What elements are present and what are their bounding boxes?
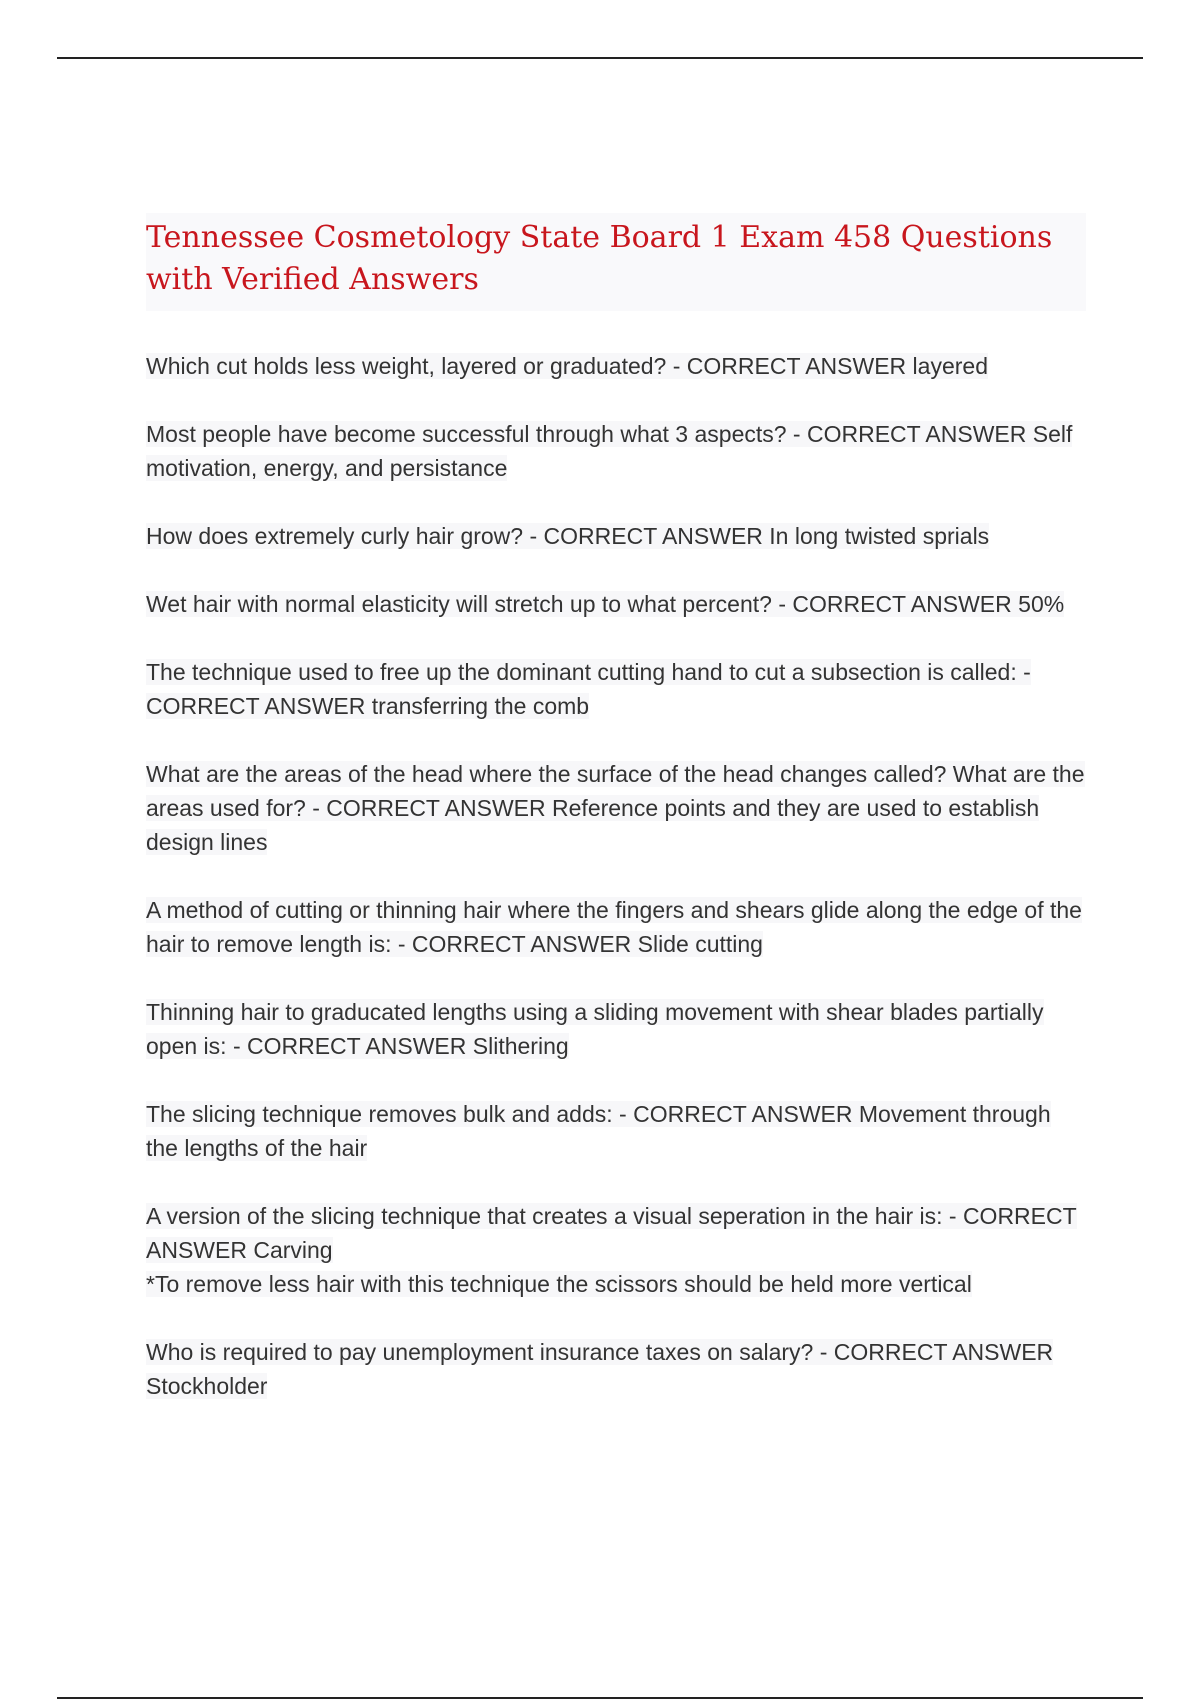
qa-item-8 — [146, 995, 1086, 1063]
qa-item-4 — [146, 587, 1086, 621]
qa-text: A version of the slicing technique that creates a visual seperation in the hair is: - CORRECT ANSWER Carving — [146, 1203, 1077, 1263]
qa-text: Who is required to pay unemployment insurance taxes on salary? - CORRECT ANSWER Stockholder — [146, 1339, 1054, 1399]
qa-text: Thinning hair to graducated lengths using a sliding movement with shear blades partially open is: - CORRECT ANSWER Slithering — [146, 999, 1044, 1059]
bottom-rule — [57, 1697, 1143, 1699]
qa-text: The slicing technique removes bulk and adds: - CORRECT ANSWER Movement through the lengths of the hair — [146, 1101, 1051, 1161]
qa-text: What are the areas of the head where the surface of the head changes called? What are the areas used for? - CORRECT ANSWER Reference points and they are used to establish design lines — [146, 761, 1085, 855]
qa-list — [146, 349, 1086, 1403]
qa-text: Most people have become successful through what 3 aspects? - CORRECT ANSWER Self motivation, energy, and persistance — [146, 421, 1073, 481]
qa-item-1 — [146, 349, 1086, 383]
document-title: Tennessee Cosmetology State Board 1 Exam 458 Questions with Verified Answers — [146, 213, 1086, 311]
qa-item-3 — [146, 519, 1086, 553]
qa-item-5 — [146, 655, 1086, 723]
qa-text: How does extremely curly hair grow? - CORRECT ANSWER In long twisted sprials — [146, 523, 990, 549]
qa-text: A method of cutting or thinning hair where the fingers and shears glide along the edge of the hair to remove length is: - CORRECT ANSWER Slide cutting — [146, 897, 1082, 957]
qa-item-7 — [146, 893, 1086, 961]
qa-item-2 — [146, 417, 1086, 485]
qa-text: Wet hair with normal elasticity will stretch up to what percent? - CORRECT ANSWER 50% — [146, 591, 1065, 617]
qa-note-text: *To remove less hair with this technique the scissors should be held more vertical — [146, 1271, 972, 1297]
qa-item-10 — [146, 1199, 1086, 1301]
top-rule — [57, 57, 1143, 59]
qa-item-11 — [146, 1335, 1086, 1403]
qa-note — [146, 1267, 1086, 1301]
qa-item-6 — [146, 757, 1086, 859]
qa-text: The technique used to free up the dominant cutting hand to cut a subsection is called: - CORRECT ANSWER transferring the comb — [146, 659, 1031, 719]
document-body — [146, 213, 1086, 1437]
qa-text: Which cut holds less weight, layered or graduated? - CORRECT ANSWER layered — [146, 353, 988, 379]
qa-item-9 — [146, 1097, 1086, 1165]
